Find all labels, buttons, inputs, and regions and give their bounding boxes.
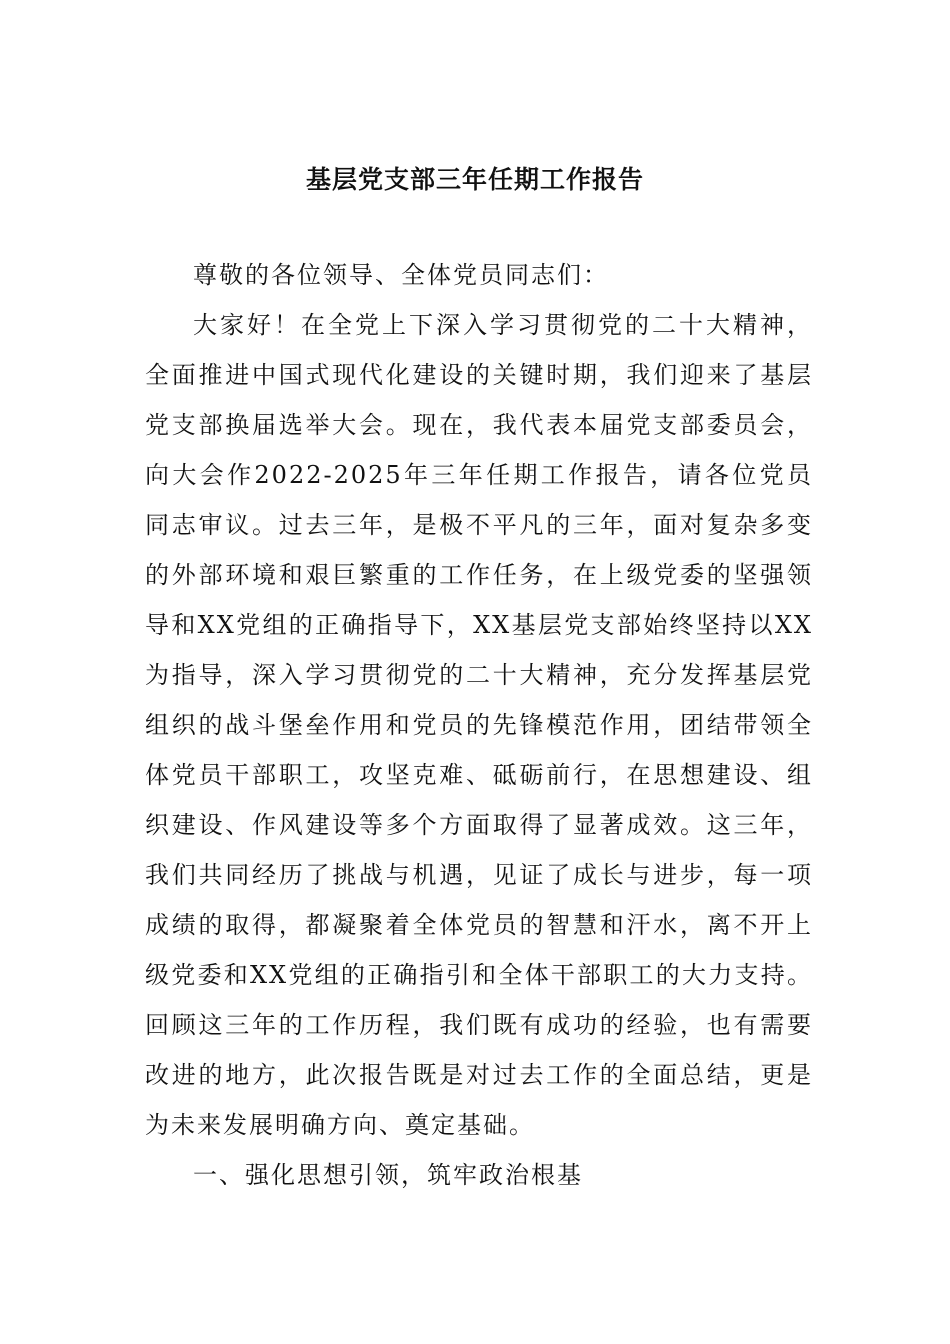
salutation: 尊敬的各位领导、全体党员同志们：: [193, 261, 609, 289]
document-body: [145, 250, 813, 1200]
section-heading: 一、强化思想引领，筑牢政治根基: [193, 1161, 583, 1189]
document-title: 基层党支部三年任期工作报告: [305, 165, 644, 194]
body-paragraph: 大家好！在全党上下深入学习贯彻党的二十大精神，全面推进中国式现代化建设的关键时期，我们迎来了基层党支部换届选举大会。现在，我代表本届党支部委员会，向大会作2022-2025年三年任期工作报告，请各位党员同志审议。过去三年，是极不平凡的三年，面对复杂多变的外部环境和艰巨繁重的工作任务，在上级党委的坚强领导和XX党组的正确指导下，XX基层党支部始终坚持以XX为指导，深入学习贯彻党的二十大精神，充分发挥基层党组织的战斗堡垒作用和党员的先锋模范作用，团结带领全体党员干部职工，攻坚克难、砥砺前行，在思想建设、组织建设、作风建设等多个方面取得了显著成效。这三年，我们共同经历了挑战与机遇，见证了成长与进步，每一项成绩的取得，都凝聚着全体党员的智慧和汗水，离不开上级党委和XX党组的正确指引和全体干部职工的大力支持。回顾这三年的工作历程，我们既有成功的经验，也有需要改进的地方，此次报告既是对过去工作的全面总结，更是为未来发展明确方向、奠定基础。: [145, 311, 813, 1139]
